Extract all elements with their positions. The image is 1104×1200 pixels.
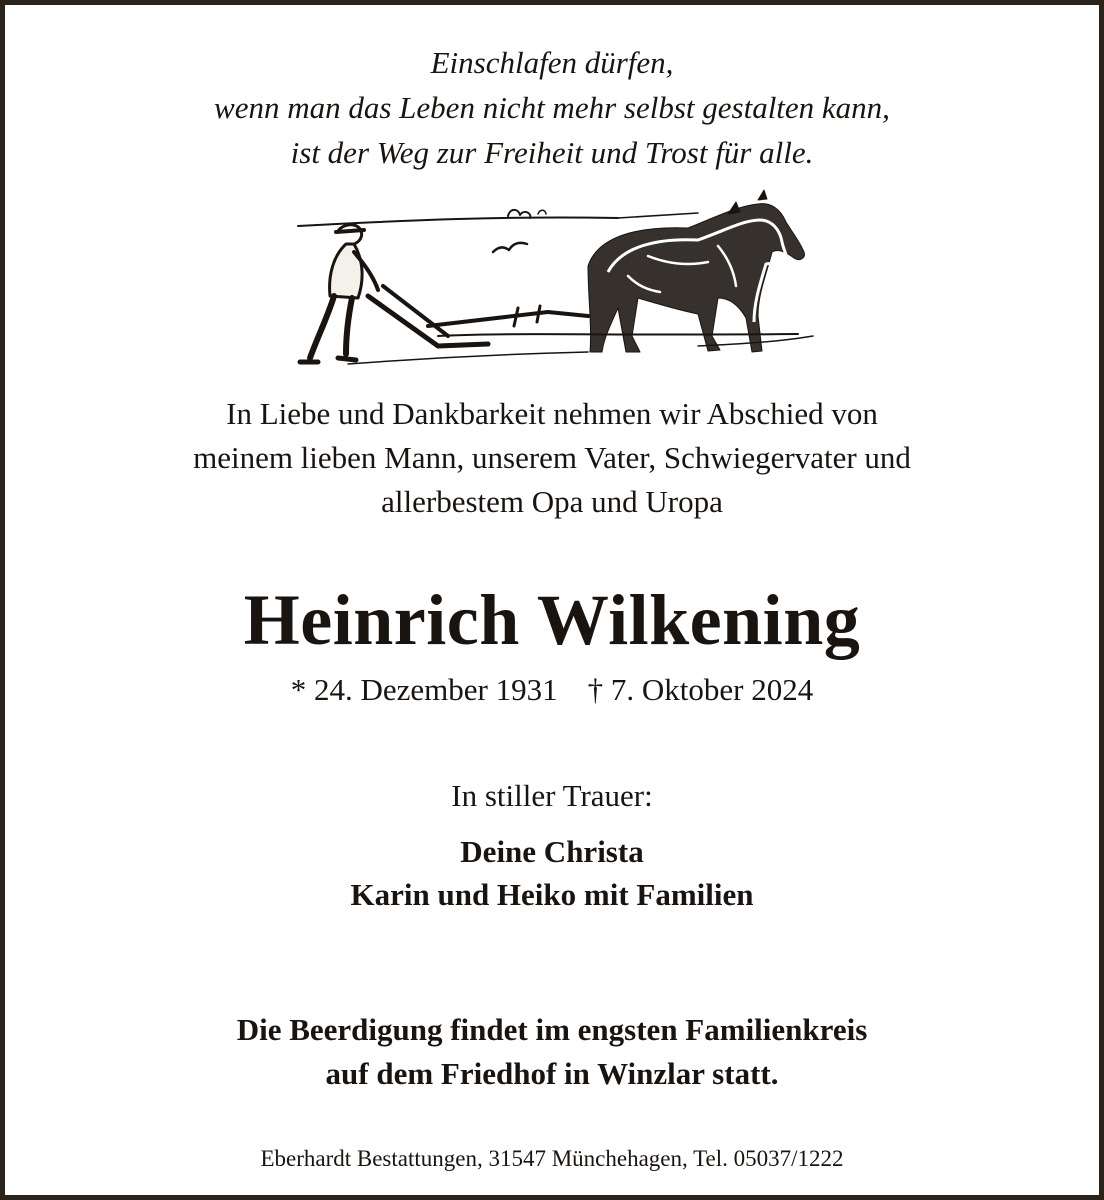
birth-date: * 24. Dezember 1931 <box>290 672 558 707</box>
life-dates <box>0 670 1104 710</box>
farewell-intro <box>0 392 1104 524</box>
deceased-name: Heinrich Wilkening <box>243 580 861 660</box>
farmer-plowing-with-horses-illustration <box>288 186 818 378</box>
intro-line: allerbestem Opa und Uropa <box>381 484 723 519</box>
intro-line: meinem lieben Mann, unserem Vater, Schwiegervater und <box>193 440 911 475</box>
poem <box>0 40 1104 175</box>
funeral-notice <box>0 1008 1104 1096</box>
mourner-name: Karin und Heiko mit Familien <box>350 877 754 912</box>
poem-line: Einschlafen dürfen, <box>430 45 674 80</box>
poem-line: wenn man das Leben nicht mehr selbst gestalten kann, <box>214 90 890 125</box>
funeral-line: auf dem Friedhof in Winzlar statt. <box>325 1056 779 1091</box>
mourning-label: In stiller Trauer: <box>451 778 653 813</box>
funeral-line: Die Beerdigung findet im engsten Familienkreis <box>236 1012 868 1047</box>
poem-line: ist der Weg zur Freiheit und Trost für alle. <box>290 135 814 170</box>
mourner-name: Deine Christa <box>460 834 644 869</box>
undertaker-info: Eberhardt Bestattungen, 31547 Münchehagen, Tel. 05037/1222 <box>260 1146 844 1171</box>
death-date: † 7. Oktober 2024 <box>587 672 814 707</box>
mourners-list <box>0 830 1104 916</box>
intro-line: In Liebe und Dankbarkeit nehmen wir Abschied von <box>226 396 878 431</box>
